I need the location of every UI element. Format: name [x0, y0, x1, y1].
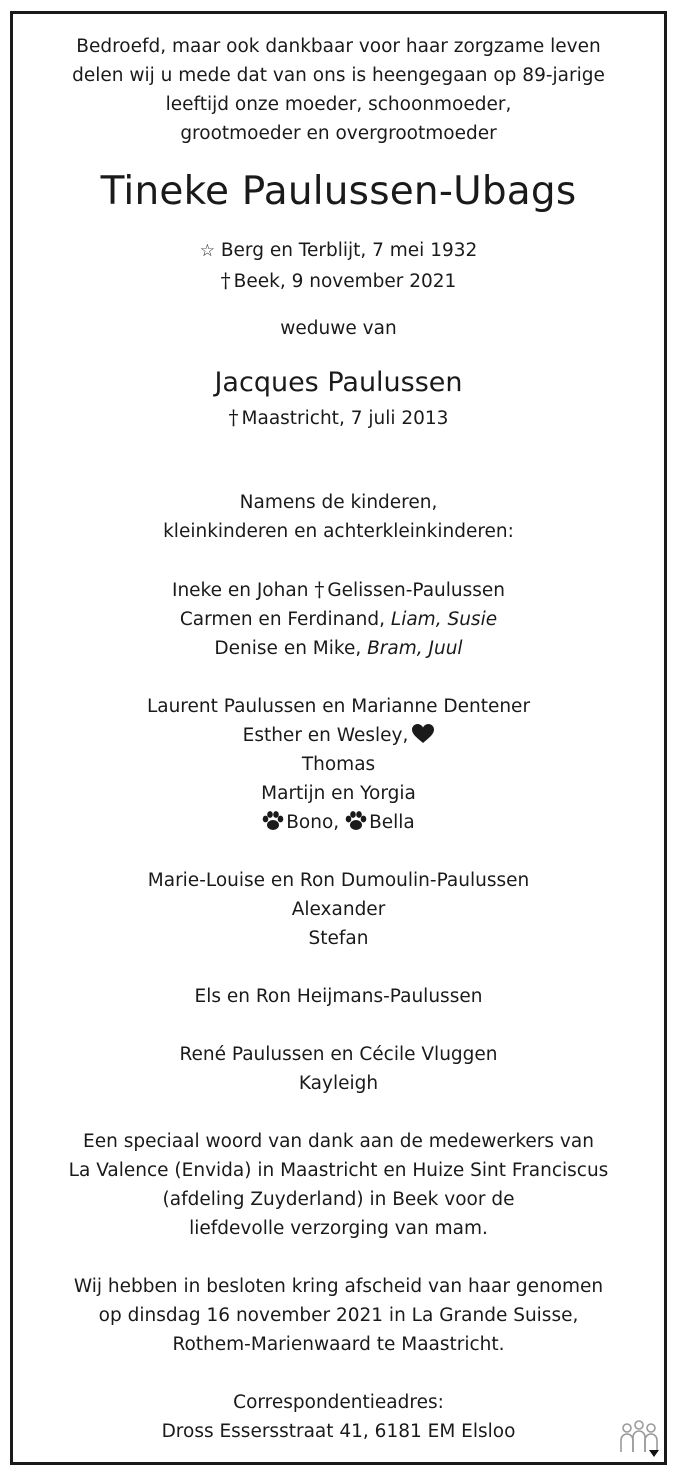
- namens-line: Namens de kinderen,: [239, 492, 438, 513]
- pet-name: Bella: [369, 812, 415, 833]
- family-group-2: [13, 692, 664, 837]
- family-line: Thomas: [301, 754, 376, 775]
- cross-icon: †: [228, 405, 239, 429]
- husband-name: Jacques Paulussen: [214, 367, 463, 398]
- star-icon: ☆: [199, 241, 215, 261]
- family-text: Carmen en Ferdinand,: [179, 609, 391, 630]
- family-line: Alexander: [291, 899, 386, 920]
- death-text: Beek, 9 november 2021: [233, 271, 457, 292]
- correspondence-address: [13, 1388, 664, 1446]
- farewell-text: [13, 1272, 664, 1359]
- family-line: Els en Ron Heijmans-Paulussen: [194, 986, 483, 1007]
- birth-line: [13, 236, 664, 266]
- family-text: Esther en Wesley,: [242, 725, 409, 746]
- deceased-dates: [13, 236, 664, 296]
- intro-line: Bedroefd, maar ook dankbaar voor haar zorgzame leven: [76, 36, 601, 57]
- deceased-name: Tineke Paulussen-Ubags: [100, 169, 577, 214]
- family-group-3: [13, 866, 664, 953]
- pet-name: Bono,: [286, 812, 340, 833]
- cross-icon: †: [314, 577, 325, 601]
- family-line: [13, 605, 664, 634]
- thanks-line: (afdeling Zuyderland) in Beek voor de: [162, 1189, 515, 1210]
- intro-text: [13, 32, 664, 148]
- address-label: Correspondentieadres:: [233, 1392, 444, 1413]
- family-text: Gelissen-Paulussen: [327, 580, 506, 601]
- intro-line: delen wij u mede dat van ons is heengegaan op 89-jarige: [72, 65, 605, 86]
- farewell-line: Rothem-Marienwaard te Maastricht.: [172, 1334, 505, 1355]
- namens-text: [13, 488, 664, 546]
- husband-death-line: [13, 403, 664, 433]
- family-group-4: [13, 982, 664, 1011]
- family-line: Stefan: [308, 928, 369, 949]
- people-logo-icon[interactable]: [617, 1418, 661, 1458]
- pets-line: [13, 808, 664, 837]
- address-line: Dross Essersstraat 41, 6181 EM Elsloo: [161, 1421, 516, 1442]
- thanks-line: Een speciaal woord van dank aan de medewerkers van: [83, 1131, 594, 1152]
- intro-line: leeftijd onze moeder, schoonmoeder,: [165, 94, 512, 115]
- family-line: Marie-Louise en Ron Dumoulin-Paulussen: [147, 870, 530, 891]
- grandchildren-names: Bram, Juul: [367, 638, 463, 659]
- heart-icon: [412, 721, 434, 750]
- family-line: [13, 634, 664, 663]
- family-line: René Paulussen en Cécile Vluggen: [179, 1044, 498, 1065]
- family-group-5: [13, 1040, 664, 1098]
- family-text: Denise en Mike,: [214, 638, 368, 659]
- family-group-1: [13, 575, 664, 663]
- obituary-announcement: [13, 14, 664, 1446]
- grandchildren-names: Liam, Susie: [390, 609, 498, 630]
- namens-line: kleinkinderen en achterkleinkinderen:: [163, 521, 514, 542]
- husband-death-text: Maastricht, 7 juli 2013: [241, 408, 449, 429]
- paw-icon: [262, 808, 284, 837]
- intro-line: grootmoeder en overgrootmoeder: [180, 123, 497, 144]
- cross-icon: †: [220, 268, 231, 292]
- farewell-line: Wij hebben in besloten kring afscheid van haar genomen: [73, 1276, 604, 1297]
- family-line: Kayleigh: [298, 1073, 379, 1094]
- thanks-line: liefdevolle verzorging van mam.: [189, 1218, 488, 1239]
- death-line: [13, 266, 664, 296]
- family-line: [13, 575, 664, 605]
- family-line: [13, 721, 664, 750]
- family-line: Laurent Paulussen en Marianne Dentener: [146, 696, 531, 717]
- farewell-line: op dinsdag 16 november 2021 in La Grande Suisse,: [98, 1305, 579, 1326]
- thanks-text: [13, 1127, 664, 1243]
- widow-of-text: weduwe van: [280, 318, 397, 339]
- family-text: Ineke en Johan: [171, 580, 309, 601]
- paw-icon: [345, 808, 367, 837]
- birth-text: Berg en Terblijt, 7 mei 1932: [220, 240, 478, 261]
- thanks-line: La Valence (Envida) in Maastricht en Huize Sint Franciscus: [68, 1160, 609, 1181]
- family-line: Martijn en Yorgia: [261, 783, 416, 804]
